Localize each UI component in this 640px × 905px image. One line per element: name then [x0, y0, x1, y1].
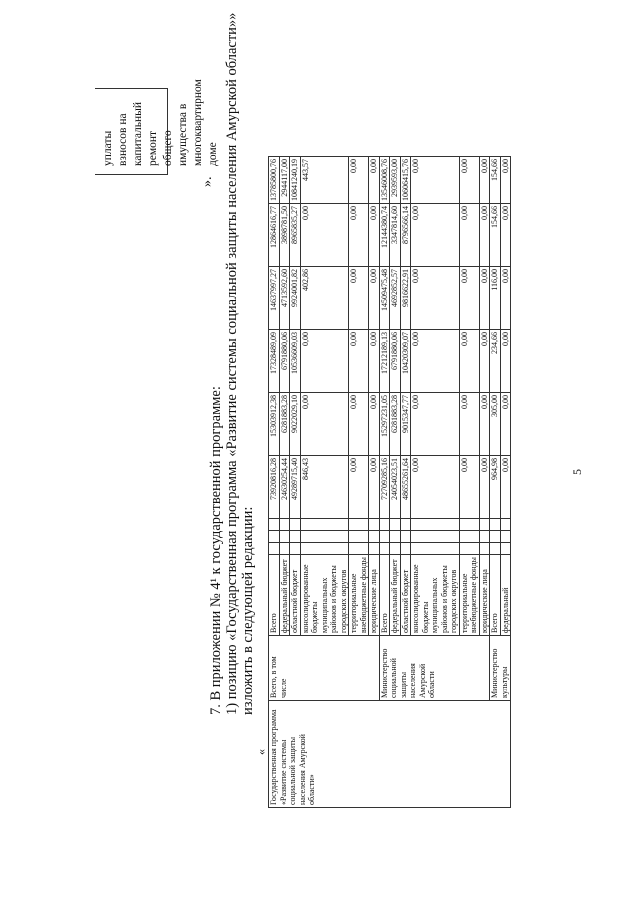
value-cell: 8965835,27 — [290, 204, 301, 267]
group-culture-cell: Министерство культуры — [490, 636, 511, 701]
value-cell: 0,00 — [500, 204, 511, 267]
value-cell: 0,00 — [349, 330, 369, 393]
value-cell: 0,00 — [479, 204, 490, 267]
value-cell: 234,66 — [490, 330, 501, 393]
row-label: областной бюджет — [400, 555, 411, 636]
value-cell: 9015347,77 — [400, 393, 411, 456]
value-cell: 3898781,50 — [279, 204, 290, 267]
value-cell: 6281883,28 — [279, 393, 290, 456]
value-cell: 0,00 — [369, 157, 380, 204]
value-cell: 0,00 — [479, 456, 490, 519]
value-cell: 0,00 — [300, 204, 349, 267]
value-cell: 0,00 — [459, 157, 479, 204]
value-cell: 14509475,48 — [379, 267, 390, 330]
value-cell: 24630254,44 — [279, 456, 290, 519]
program-name-cell: Государственная программа «Развитие системы социальной защиты населения Амурской области» — [269, 701, 511, 808]
value-cell: 154,66 — [490, 204, 501, 267]
value-cell: 9816622,91 — [400, 267, 411, 330]
value-cell: 48655261,64 — [400, 456, 411, 519]
value-cell: 0,00 — [411, 267, 460, 330]
value-cell: 49289715,40 — [290, 456, 301, 519]
row-label: территориальные внебюджетные фонды — [459, 555, 479, 636]
value-cell: 9924001,82 — [290, 267, 301, 330]
program-table — [268, 156, 511, 808]
value-cell: 15297231,05 — [379, 393, 390, 456]
value-cell: 0,00 — [411, 157, 460, 204]
paragraph-item-7: 7. В приложении № 4¹ к государственной программе: — [208, 386, 224, 715]
value-cell: 2944117,00 — [279, 157, 290, 204]
value-cell: 17212189,13 — [379, 330, 390, 393]
value-cell: 0,00 — [369, 393, 380, 456]
value-cell: 12864616,77 — [269, 204, 280, 267]
value-cell: 2939593,00 — [390, 157, 401, 204]
value-cell: 0,00 — [479, 267, 490, 330]
value-cell: 3347814,60 — [390, 204, 401, 267]
value-cell: 0,00 — [500, 393, 511, 456]
value-cell: 13785800,76 — [269, 157, 280, 204]
row-label: территориальные внебюджетные фонды — [349, 555, 369, 636]
value-cell: 0,00 — [349, 456, 369, 519]
fragment-cell: уплаты взносов на капитальный ремонт общего имущества в многоквартирном доме — [102, 79, 219, 166]
row-label: юридические лица — [369, 555, 380, 636]
value-cell: 4713592,60 — [279, 267, 290, 330]
row-label: федеральный бюджет — [390, 555, 401, 636]
value-cell: 6791880,06 — [279, 330, 290, 393]
value-cell: 4692852,57 — [390, 267, 401, 330]
row-label: областной бюджет — [290, 555, 301, 636]
value-cell: 0,00 — [369, 456, 380, 519]
row-label: консолидированные бюджеты муниципальных районов и бюджеты городских округов — [411, 555, 460, 636]
value-cell: 0,00 — [411, 330, 460, 393]
value-cell: 0,00 — [349, 393, 369, 456]
value-cell: 0,00 — [300, 330, 349, 393]
value-cell: 0,00 — [411, 204, 460, 267]
value-cell: 6791880,06 — [390, 330, 401, 393]
row-label: федеральный — [500, 555, 511, 636]
opening-quote: « — [254, 749, 268, 755]
closing-quote: ». — [200, 176, 215, 187]
value-cell: 10420309,07 — [400, 330, 411, 393]
value-cell: 0,00 — [369, 267, 380, 330]
value-cell: 0,00 — [459, 393, 479, 456]
value-cell: 13546008,76 — [379, 157, 390, 204]
value-cell: 0,00 — [500, 157, 511, 204]
value-cell: 10841240,19 — [290, 157, 301, 204]
value-cell: 14637997,27 — [269, 267, 280, 330]
value-cell: 6281883,28 — [390, 393, 401, 456]
value-cell: 0,00 — [500, 267, 511, 330]
value-cell: 0,00 — [349, 267, 369, 330]
row-label: федеральный бюджет — [279, 555, 290, 636]
value-cell: 0,00 — [459, 456, 479, 519]
value-cell: 24054023,51 — [390, 456, 401, 519]
value-cell: 8796566,14 — [400, 204, 411, 267]
row-label: Всего — [379, 555, 390, 636]
paragraph-instruction: изложить в следующей редакции: — [240, 506, 256, 715]
value-cell: 0,00 — [459, 330, 479, 393]
value-cell: 12144380,74 — [379, 204, 390, 267]
previous-table-fragment — [95, 79, 219, 175]
value-cell: 0,00 — [459, 204, 479, 267]
value-cell: 0,00 — [349, 204, 369, 267]
row-label: юридические лица — [479, 555, 490, 636]
value-cell: 0,00 — [300, 393, 349, 456]
value-cell: 10536609,03 — [290, 330, 301, 393]
group-all-cell: Всего, в том числе — [269, 636, 380, 701]
value-cell: 0,00 — [479, 157, 490, 204]
row-label: Всего — [269, 555, 280, 636]
value-cell: 0,00 — [479, 393, 490, 456]
value-cell: 0,00 — [500, 456, 511, 519]
table-row — [269, 157, 280, 808]
value-cell: 17328489,09 — [269, 330, 280, 393]
value-cell: 0,00 — [349, 157, 369, 204]
value-cell: 964,98 — [490, 456, 501, 519]
value-cell: 402,86 — [300, 267, 349, 330]
group-ministry-cell: Министерство социальной защиты населения Амурской области — [379, 636, 490, 701]
value-cell: 0,00 — [369, 330, 380, 393]
value-cell: 0,00 — [479, 330, 490, 393]
page-number: 5 — [570, 469, 584, 475]
value-cell: 0,00 — [500, 330, 511, 393]
value-cell: 116,00 — [490, 267, 501, 330]
value-cell: 10606415,76 — [400, 157, 411, 204]
value-cell: 0,00 — [411, 456, 460, 519]
paragraph-sub-1: 1) позицию «Государственная программа «Развитие системы социальной защиты населения Амурской области»» — [224, 12, 240, 715]
value-cell: 443,57 — [300, 157, 349, 204]
value-cell: 73920816,28 — [269, 456, 280, 519]
value-cell: 15303912,38 — [269, 393, 280, 456]
value-cell: 9022029,10 — [290, 393, 301, 456]
row-label: консолидированные бюджеты муниципальных районов и бюджеты городских округов — [300, 555, 349, 636]
value-cell: 305,00 — [490, 393, 501, 456]
value-cell: 72709285,16 — [379, 456, 390, 519]
value-cell: 846,43 — [300, 456, 349, 519]
value-cell: 0,00 — [411, 393, 460, 456]
row-label: Всего — [490, 555, 501, 636]
value-cell: 154,66 — [490, 157, 501, 204]
value-cell: 0,00 — [369, 204, 380, 267]
value-cell: 0,00 — [459, 267, 479, 330]
